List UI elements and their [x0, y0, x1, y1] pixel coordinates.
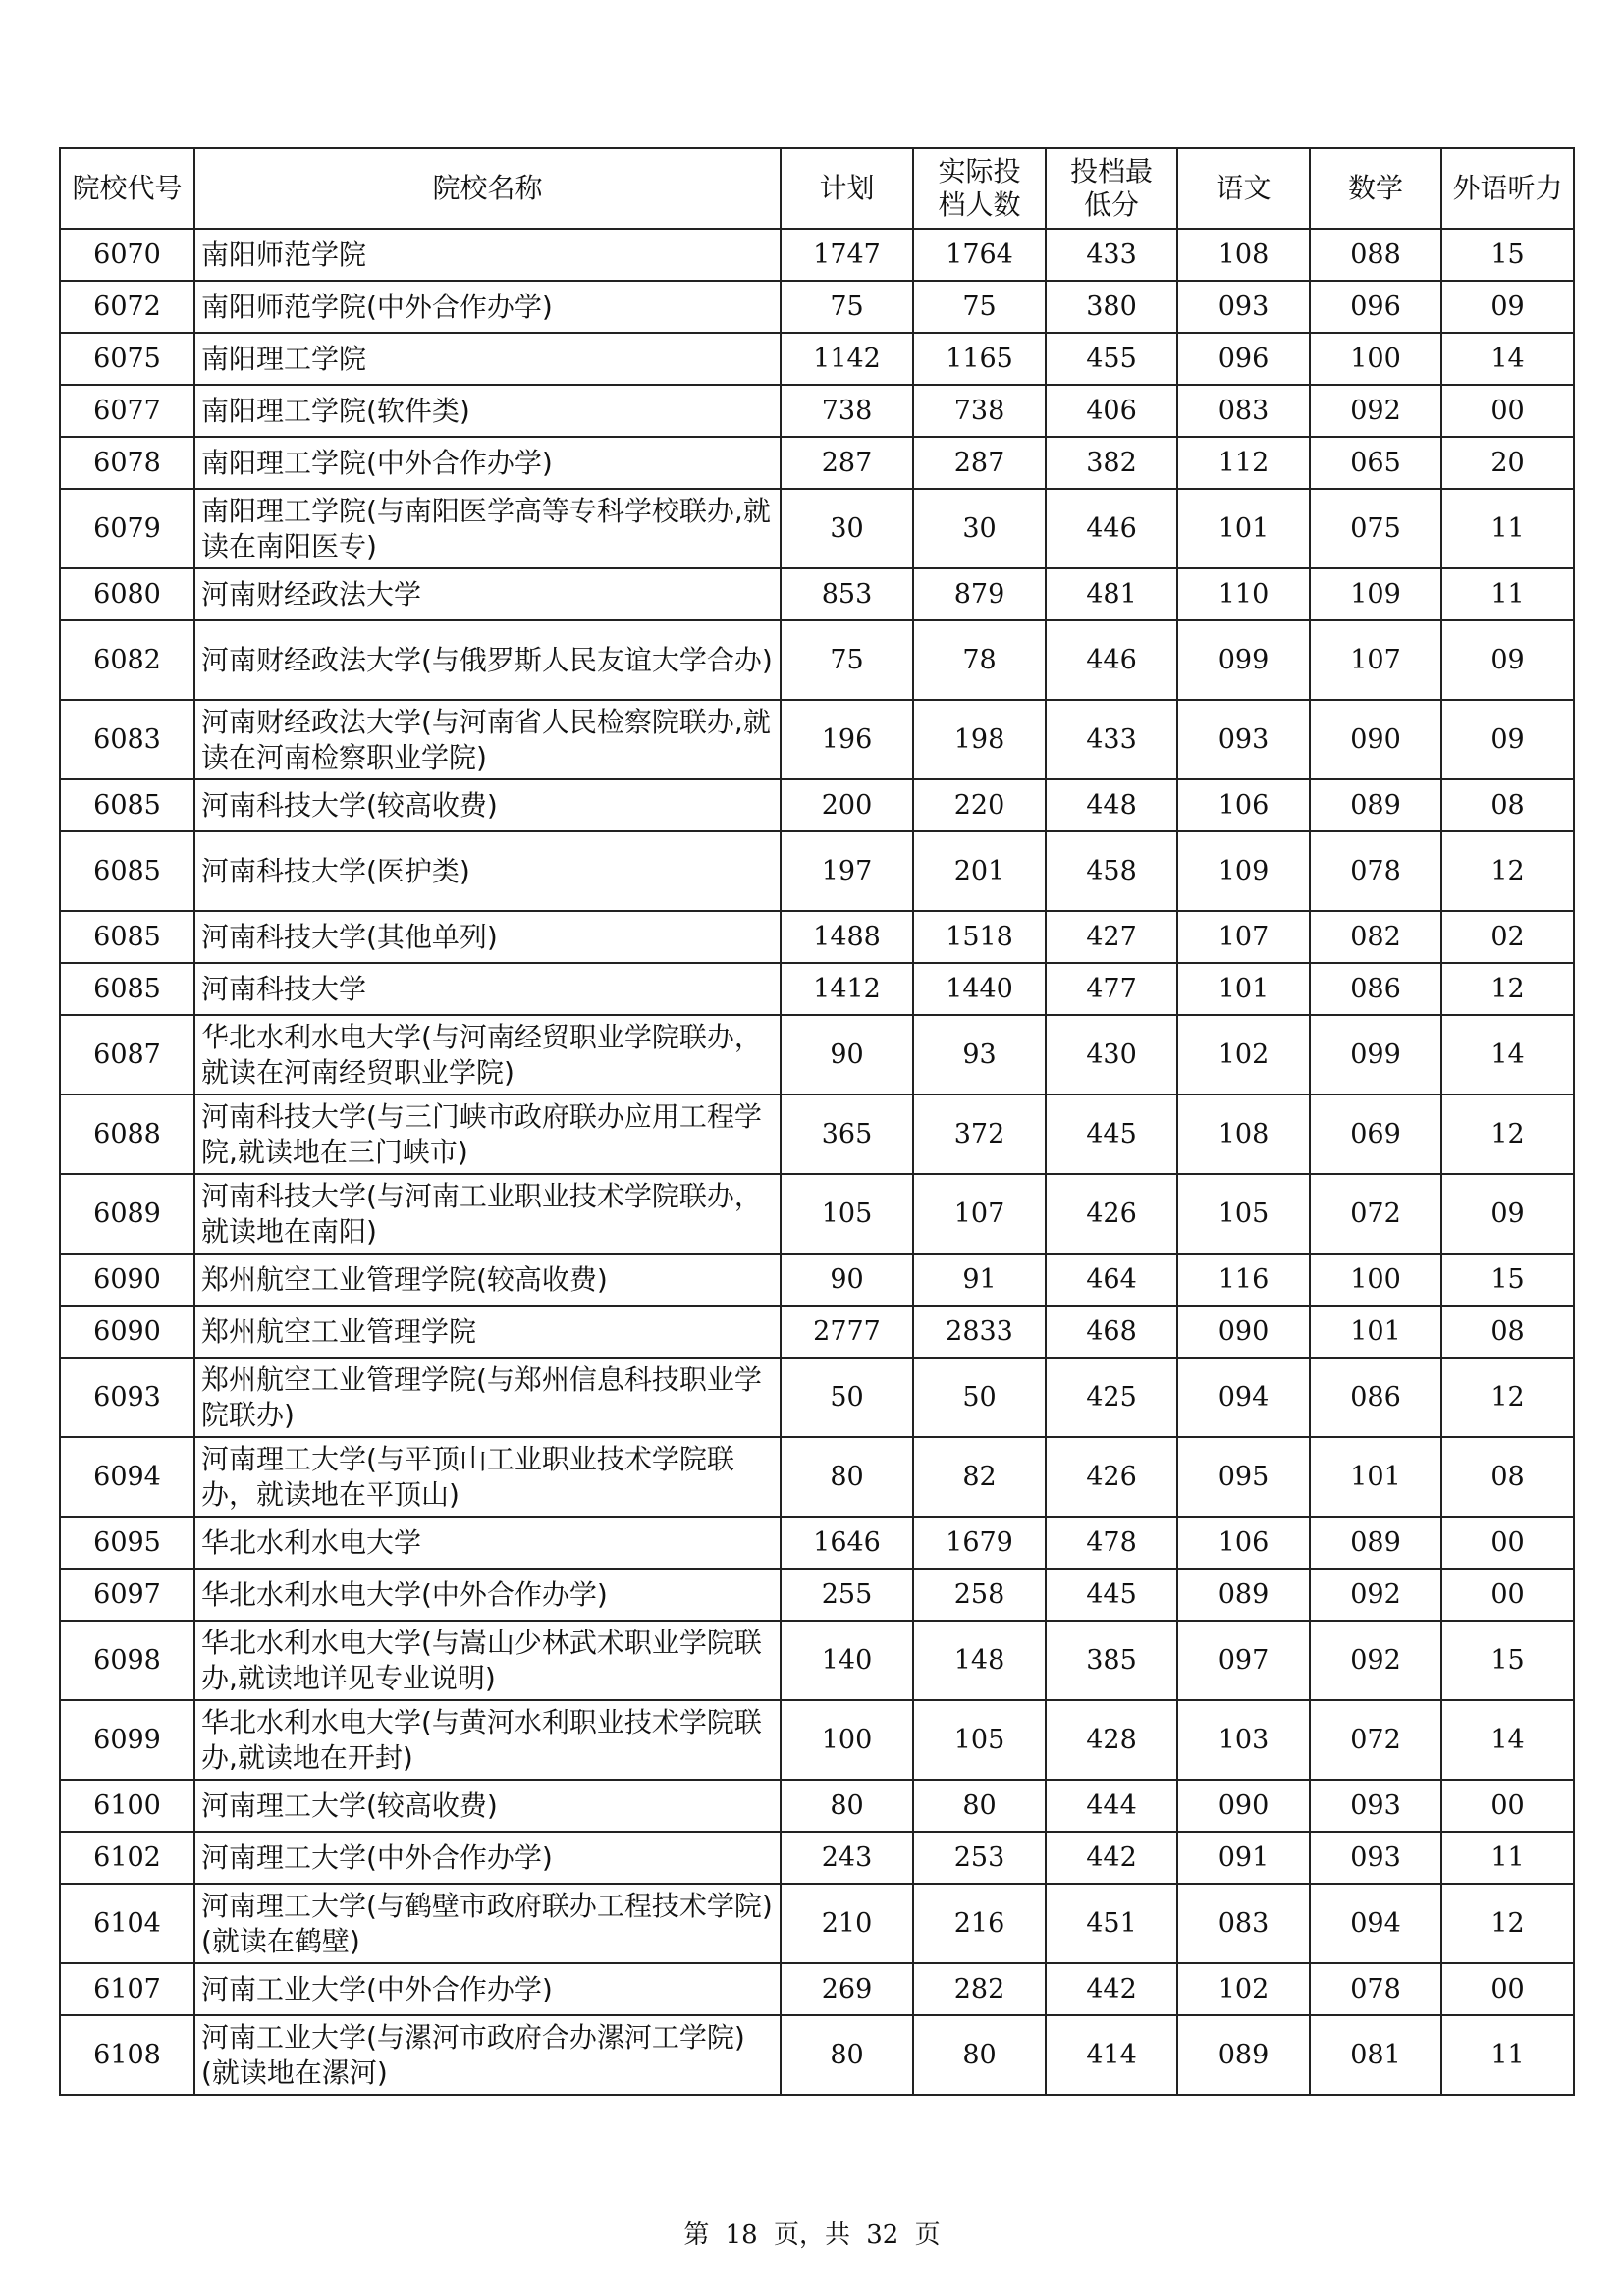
cell-name: 河南工业大学(与漯河市政府合办漯河工学院)(就读地在漯河): [194, 2015, 781, 2095]
cell-chinese: 097: [1177, 1621, 1310, 1700]
table-row: [60, 1621, 1574, 1700]
cell-math: 094: [1310, 1884, 1441, 1963]
cell-plan: 1412: [781, 963, 913, 1015]
cell-listening: 09: [1441, 1174, 1574, 1254]
cell-min-score: 380: [1046, 281, 1177, 333]
cell-plan: 2777: [781, 1306, 913, 1358]
cell-min-score: 451: [1046, 1884, 1177, 1963]
cell-listening: 12: [1441, 831, 1574, 911]
table-row: [60, 1963, 1574, 2015]
cell-code: 6107: [60, 1963, 194, 2015]
cell-name: 河南理工大学(较高收费): [194, 1780, 781, 1832]
header-actual: 实际投档人数: [913, 148, 1046, 229]
cell-name: 河南科技大学(其他单列): [194, 911, 781, 963]
cell-name: 郑州航空工业管理学院(与郑州信息科技职业学院联办): [194, 1358, 781, 1437]
cell-listening: 11: [1441, 1832, 1574, 1884]
cell-math: 107: [1310, 620, 1441, 700]
table-row: [60, 700, 1574, 779]
footer-prefix: 第: [683, 2220, 710, 2250]
cell-code: 6085: [60, 911, 194, 963]
cell-listening: 00: [1441, 1963, 1574, 2015]
cell-min-score: 426: [1046, 1174, 1177, 1254]
cell-actual: 80: [913, 2015, 1046, 2095]
cell-min-score: 414: [1046, 2015, 1177, 2095]
cell-plan: 75: [781, 281, 913, 333]
cell-actual: 1679: [913, 1517, 1046, 1569]
cell-code: 6085: [60, 963, 194, 1015]
cell-listening: 00: [1441, 385, 1574, 437]
cell-chinese: 091: [1177, 1832, 1310, 1884]
cell-name: 河南科技大学(与三门峡市政府联办应用工程学院,就读地在三门峡市): [194, 1095, 781, 1174]
table-row: [60, 1254, 1574, 1306]
cell-listening: 12: [1441, 1095, 1574, 1174]
cell-chinese: 089: [1177, 1569, 1310, 1621]
cell-math: 101: [1310, 1437, 1441, 1517]
cell-actual: 253: [913, 1832, 1046, 1884]
cell-name: 河南理工大学(中外合作办学): [194, 1832, 781, 1884]
cell-code: 6075: [60, 333, 194, 385]
cell-chinese: 102: [1177, 1015, 1310, 1095]
cell-math: 088: [1310, 229, 1441, 281]
table-body: [60, 229, 1574, 2095]
cell-code: 6090: [60, 1254, 194, 1306]
cell-name: 南阳理工学院(与南阳医学高等专科学校联办,就读在南阳医专): [194, 489, 781, 568]
cell-chinese: 090: [1177, 1780, 1310, 1832]
cell-name: 南阳理工学院: [194, 333, 781, 385]
cell-code: 6098: [60, 1621, 194, 1700]
cell-code: 6093: [60, 1358, 194, 1437]
cell-plan: 80: [781, 1437, 913, 1517]
cell-chinese: 106: [1177, 779, 1310, 831]
cell-plan: 100: [781, 1700, 913, 1780]
cell-name: 河南科技大学(医护类): [194, 831, 781, 911]
cell-chinese: 109: [1177, 831, 1310, 911]
cell-name: 华北水利水电大学: [194, 1517, 781, 1569]
table-row: [60, 1358, 1574, 1437]
cell-actual: 220: [913, 779, 1046, 831]
table-row: [60, 1517, 1574, 1569]
cell-name: 华北水利水电大学(中外合作办学): [194, 1569, 781, 1621]
cell-chinese: 108: [1177, 229, 1310, 281]
cell-chinese: 110: [1177, 568, 1310, 620]
cell-plan: 1646: [781, 1517, 913, 1569]
cell-min-score: 444: [1046, 1780, 1177, 1832]
cell-min-score: 442: [1046, 1832, 1177, 1884]
cell-chinese: 103: [1177, 1700, 1310, 1780]
cell-min-score: 464: [1046, 1254, 1177, 1306]
footer-suffix: 页: [914, 2220, 941, 2250]
cell-chinese: 101: [1177, 963, 1310, 1015]
cell-chinese: 096: [1177, 333, 1310, 385]
cell-plan: 80: [781, 1780, 913, 1832]
cell-listening: 12: [1441, 963, 1574, 1015]
table-row: [60, 1095, 1574, 1174]
table-row: [60, 620, 1574, 700]
cell-min-score: 481: [1046, 568, 1177, 620]
cell-name: 郑州航空工业管理学院: [194, 1306, 781, 1358]
cell-name: 华北水利水电大学(与河南经贸职业学院联办，就读在河南经贸职业学院): [194, 1015, 781, 1095]
cell-chinese: 099: [1177, 620, 1310, 700]
cell-code: 6095: [60, 1517, 194, 1569]
cell-listening: 00: [1441, 1517, 1574, 1569]
cell-plan: 738: [781, 385, 913, 437]
table-row: [60, 779, 1574, 831]
cell-actual: 30: [913, 489, 1046, 568]
cell-min-score: 442: [1046, 1963, 1177, 2015]
table-row: [60, 1832, 1574, 1884]
table-header-row: [60, 148, 1574, 229]
cell-code: 6083: [60, 700, 194, 779]
cell-plan: 287: [781, 437, 913, 489]
header-chinese: 语文: [1177, 148, 1310, 229]
page-footer: [0, 2215, 1624, 2251]
cell-listening: 09: [1441, 620, 1574, 700]
cell-code: 6088: [60, 1095, 194, 1174]
header-plan: 计划: [781, 148, 913, 229]
cell-actual: 1440: [913, 963, 1046, 1015]
cell-listening: 12: [1441, 1884, 1574, 1963]
cell-listening: 11: [1441, 568, 1574, 620]
cell-plan: 50: [781, 1358, 913, 1437]
cell-math: 093: [1310, 1780, 1441, 1832]
cell-chinese: 095: [1177, 1437, 1310, 1517]
cell-min-score: 446: [1046, 489, 1177, 568]
cell-actual: 1165: [913, 333, 1046, 385]
cell-name: 河南科技大学(与河南工业职业技术学院联办，就读地在南阳): [194, 1174, 781, 1254]
cell-actual: 82: [913, 1437, 1046, 1517]
cell-actual: 1764: [913, 229, 1046, 281]
cell-actual: 372: [913, 1095, 1046, 1174]
cell-min-score: 448: [1046, 779, 1177, 831]
cell-plan: 269: [781, 1963, 913, 2015]
cell-plan: 1488: [781, 911, 913, 963]
cell-actual: 201: [913, 831, 1046, 911]
footer-page-number: 18: [725, 2220, 758, 2250]
cell-chinese: 083: [1177, 1884, 1310, 1963]
cell-math: 101: [1310, 1306, 1441, 1358]
cell-listening: 00: [1441, 1569, 1574, 1621]
cell-actual: 216: [913, 1884, 1046, 1963]
table-row: [60, 963, 1574, 1015]
cell-math: 089: [1310, 1517, 1441, 1569]
cell-min-score: 382: [1046, 437, 1177, 489]
cell-math: 092: [1310, 385, 1441, 437]
cell-name: 河南理工大学(与平顶山工业职业技术学院联办，就读地在平顶山): [194, 1437, 781, 1517]
cell-actual: 198: [913, 700, 1046, 779]
cell-code: 6087: [60, 1015, 194, 1095]
table-row: [60, 911, 1574, 963]
cell-name: 河南科技大学: [194, 963, 781, 1015]
cell-math: 081: [1310, 2015, 1441, 2095]
table-row: [60, 568, 1574, 620]
cell-min-score: 427: [1046, 911, 1177, 963]
cell-math: 099: [1310, 1015, 1441, 1095]
header-code: 院校代号: [60, 148, 194, 229]
cell-min-score: 425: [1046, 1358, 1177, 1437]
table-row: [60, 1700, 1574, 1780]
cell-actual: 75: [913, 281, 1046, 333]
cell-math: 109: [1310, 568, 1441, 620]
cell-chinese: 101: [1177, 489, 1310, 568]
cell-plan: 853: [781, 568, 913, 620]
cell-code: 6089: [60, 1174, 194, 1254]
cell-plan: 105: [781, 1174, 913, 1254]
cell-min-score: 477: [1046, 963, 1177, 1015]
cell-name: 南阳师范学院: [194, 229, 781, 281]
cell-math: 093: [1310, 1832, 1441, 1884]
table-row: [60, 1437, 1574, 1517]
cell-math: 086: [1310, 1358, 1441, 1437]
table-row: [60, 1015, 1574, 1095]
cell-code: 6090: [60, 1306, 194, 1358]
cell-math: 078: [1310, 1963, 1441, 2015]
cell-plan: 196: [781, 700, 913, 779]
cell-actual: 287: [913, 437, 1046, 489]
cell-listening: 14: [1441, 1015, 1574, 1095]
cell-name: 华北水利水电大学(与嵩山少林武术职业学院联办,就读地详见专业说明): [194, 1621, 781, 1700]
cell-listening: 08: [1441, 1306, 1574, 1358]
cell-listening: 15: [1441, 229, 1574, 281]
cell-name: 南阳师范学院(中外合作办学): [194, 281, 781, 333]
cell-min-score: 446: [1046, 620, 1177, 700]
cell-code: 6080: [60, 568, 194, 620]
cell-math: 096: [1310, 281, 1441, 333]
cell-listening: 00: [1441, 1780, 1574, 1832]
cell-name: 河南财经政法大学: [194, 568, 781, 620]
cell-min-score: 430: [1046, 1015, 1177, 1095]
cell-actual: 93: [913, 1015, 1046, 1095]
cell-listening: 09: [1441, 281, 1574, 333]
cell-actual: 1518: [913, 911, 1046, 963]
cell-code: 6102: [60, 1832, 194, 1884]
cell-actual: 258: [913, 1569, 1046, 1621]
cell-chinese: 093: [1177, 700, 1310, 779]
cell-actual: 148: [913, 1621, 1046, 1700]
cell-code: 6100: [60, 1780, 194, 1832]
cell-code: 6094: [60, 1437, 194, 1517]
cell-plan: 255: [781, 1569, 913, 1621]
cell-code: 6085: [60, 831, 194, 911]
cell-min-score: 468: [1046, 1306, 1177, 1358]
table-row: [60, 1174, 1574, 1254]
cell-chinese: 112: [1177, 437, 1310, 489]
cell-listening: 12: [1441, 1358, 1574, 1437]
header-min-score: 投档最低分: [1046, 148, 1177, 229]
cell-math: 089: [1310, 779, 1441, 831]
table-row: [60, 437, 1574, 489]
cell-plan: 200: [781, 779, 913, 831]
cell-chinese: 090: [1177, 1306, 1310, 1358]
cell-code: 6078: [60, 437, 194, 489]
footer-total-pages: 32: [866, 2220, 899, 2250]
cell-listening: 15: [1441, 1621, 1574, 1700]
cell-math: 078: [1310, 831, 1441, 911]
cell-plan: 90: [781, 1015, 913, 1095]
cell-name: 南阳理工学院(软件类): [194, 385, 781, 437]
cell-actual: 282: [913, 1963, 1046, 2015]
cell-min-score: 406: [1046, 385, 1177, 437]
cell-chinese: 108: [1177, 1095, 1310, 1174]
cell-code: 6108: [60, 2015, 194, 2095]
cell-code: 6082: [60, 620, 194, 700]
cell-min-score: 433: [1046, 700, 1177, 779]
cell-actual: 879: [913, 568, 1046, 620]
cell-min-score: 433: [1046, 229, 1177, 281]
table-row: [60, 1780, 1574, 1832]
cell-chinese: 089: [1177, 2015, 1310, 2095]
header-listening: 外语听力: [1441, 148, 1574, 229]
cell-chinese: 083: [1177, 385, 1310, 437]
cell-actual: 50: [913, 1358, 1046, 1437]
cell-name: 河南科技大学(较高收费): [194, 779, 781, 831]
cell-min-score: 385: [1046, 1621, 1177, 1700]
cell-name: 河南工业大学(中外合作办学): [194, 1963, 781, 2015]
cell-code: 6085: [60, 779, 194, 831]
cell-listening: 11: [1441, 2015, 1574, 2095]
table-row: [60, 385, 1574, 437]
cell-actual: 107: [913, 1174, 1046, 1254]
cell-name: 南阳理工学院(中外合作办学): [194, 437, 781, 489]
cell-math: 065: [1310, 437, 1441, 489]
cell-math: 100: [1310, 1254, 1441, 1306]
cell-listening: 11: [1441, 489, 1574, 568]
cell-name: 河南财经政法大学(与俄罗斯人民友谊大学合办): [194, 620, 781, 700]
cell-math: 100: [1310, 333, 1441, 385]
cell-listening: 09: [1441, 700, 1574, 779]
cell-min-score: 445: [1046, 1095, 1177, 1174]
cell-name: 河南理工大学(与鹤壁市政府联办工程技术学院)(就读在鹤壁): [194, 1884, 781, 1963]
cell-chinese: 107: [1177, 911, 1310, 963]
cell-actual: 91: [913, 1254, 1046, 1306]
cell-math: 086: [1310, 963, 1441, 1015]
cell-math: 092: [1310, 1569, 1441, 1621]
cell-math: 075: [1310, 489, 1441, 568]
table-row: [60, 1569, 1574, 1621]
cell-min-score: 426: [1046, 1437, 1177, 1517]
cell-plan: 90: [781, 1254, 913, 1306]
table-row: [60, 281, 1574, 333]
table-row: [60, 1306, 1574, 1358]
cell-math: 090: [1310, 700, 1441, 779]
cell-listening: 15: [1441, 1254, 1574, 1306]
cell-listening: 14: [1441, 333, 1574, 385]
header-name: 院校名称: [194, 148, 781, 229]
cell-actual: 2833: [913, 1306, 1046, 1358]
cell-math: 072: [1310, 1700, 1441, 1780]
cell-math: 072: [1310, 1174, 1441, 1254]
cell-listening: 20: [1441, 437, 1574, 489]
cell-listening: 14: [1441, 1700, 1574, 1780]
footer-page-suffix: 页，共: [773, 2220, 850, 2250]
cell-actual: 78: [913, 620, 1046, 700]
cell-actual: 738: [913, 385, 1046, 437]
cell-math: 092: [1310, 1621, 1441, 1700]
cell-plan: 80: [781, 2015, 913, 2095]
cell-min-score: 445: [1046, 1569, 1177, 1621]
admissions-table: [59, 147, 1575, 2096]
cell-code: 6099: [60, 1700, 194, 1780]
cell-plan: 1747: [781, 229, 913, 281]
cell-name: 郑州航空工业管理学院(较高收费): [194, 1254, 781, 1306]
cell-min-score: 478: [1046, 1517, 1177, 1569]
cell-chinese: 102: [1177, 1963, 1310, 2015]
table-row: [60, 1884, 1574, 1963]
cell-plan: 1142: [781, 333, 913, 385]
header-math: 数学: [1310, 148, 1441, 229]
cell-chinese: 093: [1177, 281, 1310, 333]
cell-listening: 02: [1441, 911, 1574, 963]
cell-chinese: 094: [1177, 1358, 1310, 1437]
table-row: [60, 333, 1574, 385]
cell-code: 6077: [60, 385, 194, 437]
cell-min-score: 458: [1046, 831, 1177, 911]
cell-name: 河南财经政法大学(与河南省人民检察院联办,就读在河南检察职业学院): [194, 700, 781, 779]
cell-name: 华北水利水电大学(与黄河水利职业技术学院联办,就读地在开封): [194, 1700, 781, 1780]
cell-min-score: 428: [1046, 1700, 1177, 1780]
cell-plan: 140: [781, 1621, 913, 1700]
cell-actual: 80: [913, 1780, 1046, 1832]
cell-plan: 243: [781, 1832, 913, 1884]
cell-actual: 105: [913, 1700, 1046, 1780]
table-row: [60, 2015, 1574, 2095]
cell-chinese: 106: [1177, 1517, 1310, 1569]
cell-plan: 365: [781, 1095, 913, 1174]
cell-plan: 75: [781, 620, 913, 700]
cell-min-score: 455: [1046, 333, 1177, 385]
cell-chinese: 116: [1177, 1254, 1310, 1306]
cell-code: 6072: [60, 281, 194, 333]
cell-code: 6104: [60, 1884, 194, 1963]
cell-listening: 08: [1441, 1437, 1574, 1517]
cell-plan: 197: [781, 831, 913, 911]
cell-listening: 08: [1441, 779, 1574, 831]
cell-chinese: 105: [1177, 1174, 1310, 1254]
table-row: [60, 831, 1574, 911]
cell-code: 6070: [60, 229, 194, 281]
table-row: [60, 489, 1574, 568]
table-row: [60, 229, 1574, 281]
cell-math: 082: [1310, 911, 1441, 963]
cell-math: 069: [1310, 1095, 1441, 1174]
cell-code: 6079: [60, 489, 194, 568]
cell-plan: 30: [781, 489, 913, 568]
cell-code: 6097: [60, 1569, 194, 1621]
cell-plan: 210: [781, 1884, 913, 1963]
